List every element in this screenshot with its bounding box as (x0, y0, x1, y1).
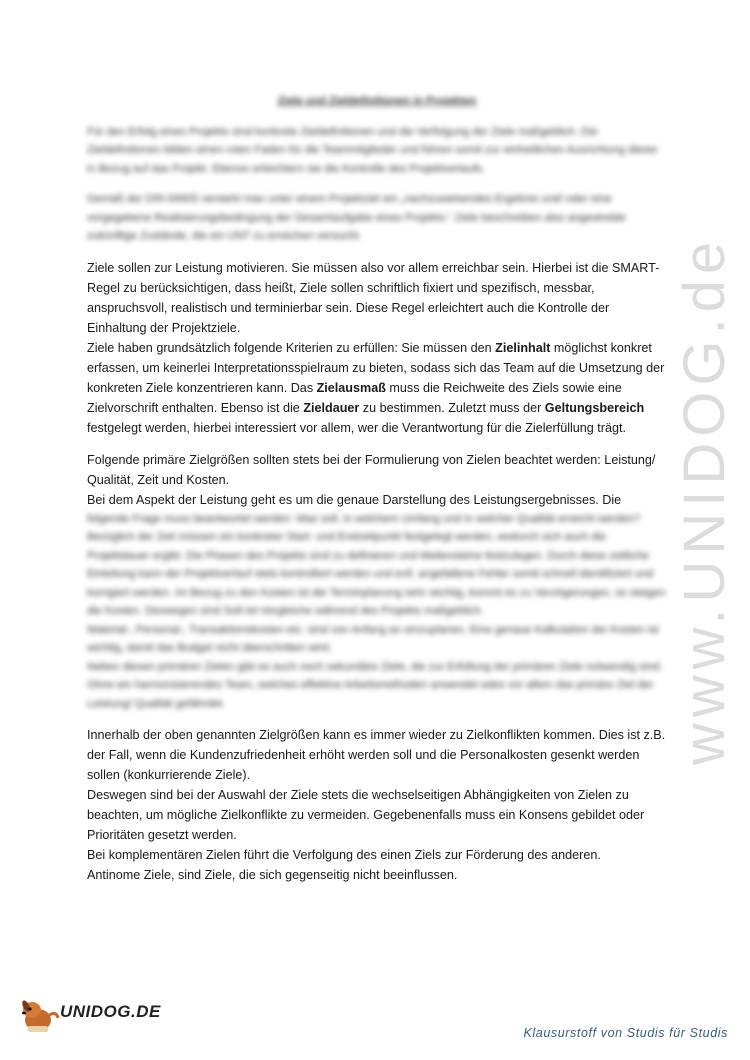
complementary-goals-paragraph: Bei komplementären Zielen führt die Verfolgung des einen Ziels zur Förderung des anderen. (87, 848, 601, 862)
blurred-intro-paragraph-1: Für den Erfolg eines Projekts sind konkrete Zieldefinitionen und die Verfolgung der Ziele maßgeblich. Die Zieldefinitionen bilden einen roten Faden für die Teammitglieder und führen somit zur einheitlichen Ausrichtung dieser in Bezug auf das Projekt. Ebenso erleichtern sie die Kontrolle des Projektverlaufs. (87, 125, 658, 175)
watermark-text: www.UNIDOG.de (672, 235, 738, 765)
term-zieldauer: Zieldauer (303, 400, 360, 415)
performance-aspect-paragraph: Bei dem Aspekt der Leistung geht es um die genaue Darstellung des Leistungsergebnisses. Die (87, 492, 622, 507)
blurred-middle-paragraph-1: folgende Frage muss beantwortet werden: Was soll, in welchem Umfang und in welcher Qualität erreicht werden? (87, 512, 640, 525)
blurred-intro-paragraph-2: Gemäß der DIN 69905 versteht man unter einem Projektziel ein „nachzuweisendes Ergebnis und/ oder eine vorgegebene Realisierungsbedingung der Gesamtaufgabe eines Projekts.“ Ziele beschreiben also angestrebte zukünftige Zustände, die ein UNT zu erreichen versucht. (87, 193, 626, 242)
term-geltungsbereich: Geltungsbereich (544, 400, 645, 415)
dog-mascot-icon (18, 992, 66, 1036)
document-body (87, 92, 667, 885)
dependencies-paragraph: Deswegen sind bei der Auswahl der Ziele stets die wechselseitigen Abhängigkeiten von Zielen zu beachten, um mögliche Zielkonflikte zu vermeiden. Gegebenenfalls muss ein Konsens gebildet oder Prioritäten gesetzt werden. (87, 788, 645, 842)
term-zielinhalt: Zielinhalt (495, 340, 551, 355)
blurred-middle-paragraph-2: Bezüglich der Zeit müssen ein konkreter Start- und Endzeitpunkt festgelegt werden, wodurch sich auch die Projektdauer ergibt. Die Phasen des Projekts sind zu definieren und Meilensteine festzulegen. Durch diese zeitliche Einteilung kann der Projektverlauf stets kontrolliert werden und evtl. angefallene Fehler somit schnell identifiziert und korrigiert werden. Im Bezug zu den Kosten ist die Terminplanung sehr wichtig, kommt es zu Verzögerungen, so steigen die Kosten. Deswegen sind Soll-Ist-Vergleiche während des Projekts maßgeblich. (87, 531, 666, 617)
antinomic-goals-paragraph: Antinome Ziele, sind Ziele, die sich gegenseitig nicht beeinflussen. (87, 868, 458, 882)
footer-tagline: Klausurstoff von Studis für Studis (523, 1026, 728, 1040)
primary-targets-paragraph: Folgende primäre Zielgrößen sollten stets bei der Formulierung von Zielen beachtet werden: Leistung/ Qualität, Zeit und Kosten. (87, 452, 656, 487)
watermark (665, 235, 745, 765)
blurred-middle-paragraph-3: Material-, Personal-, Transaktionskosten etc. sind von Anfang an einzuplanen. Eine genaue Kalkulation der Kosten ist wichtig, damit das Budget nicht überschritten wird. (87, 623, 659, 654)
goal-conflicts-paragraph: Innerhalb der oben genannten Zielgrößen kann es immer wieder zu Zielkonflikten kommen. Dies ist z.B. der Fall, wenn die Kundenzufriedenheit erhöht werden soll und die Personalkosten gesenkt werden sollen (konkurrierende Ziele). (87, 728, 666, 782)
smart-rule-paragraph: Ziele sollen zur Leistung motivieren. Sie müssen also vor allem erreichbar sein. Hierbei ist die SMART-Regel zu berücksichtigen, dass heißt, Ziele sollen schriftlich fixiert und spezifisch, messbar, anspruchsvoll, realistisch und terminierbar sein. Diese Regel erleichtert auch die Kontrolle der Einhaltung der Projektziele. (87, 260, 660, 335)
document-title: Ziele und Zieldefinitionen in Projekten (277, 95, 477, 107)
blurred-middle-paragraph-4: Neben diesen primären Zielen gibt es auch noch sekundäre Ziele, die zur Erfüllung der primären Ziele notwendig sind. Ohne ein harmonisierendes Team, welches effektive Arbeitsmethoden anwendet wäre vor allem das primäre Ziel der Leistung/ Qualität gefährdet. (87, 660, 663, 710)
criteria-paragraph: Ziele haben grundsätzlich folgende Kriterien zu erfüllen: Sie müssen den Zielinhalt möglichst konkret erfassen, um keinerlei Interpretationsspielraum zu bieten, sodass sich das Team auf die Umsetzung der konkreten Ziele konzentrieren kann. Das Zielausmaß muss die Reichweite des Ziels sowie eine Zielvorschrift enthalten. Ebenso ist die Zieldauer zu bestimmen. Zuletzt muss der Geltungsbereich festgelegt werden, hierbei interessiert vor allem, wer die Verantwortung für die Zielerfüllung trägt. (87, 340, 665, 435)
unidog-logo (18, 992, 168, 1036)
logo-text: UNIDOG.DE (60, 1002, 161, 1021)
term-zielausmass: Zielausmaß (316, 380, 386, 395)
